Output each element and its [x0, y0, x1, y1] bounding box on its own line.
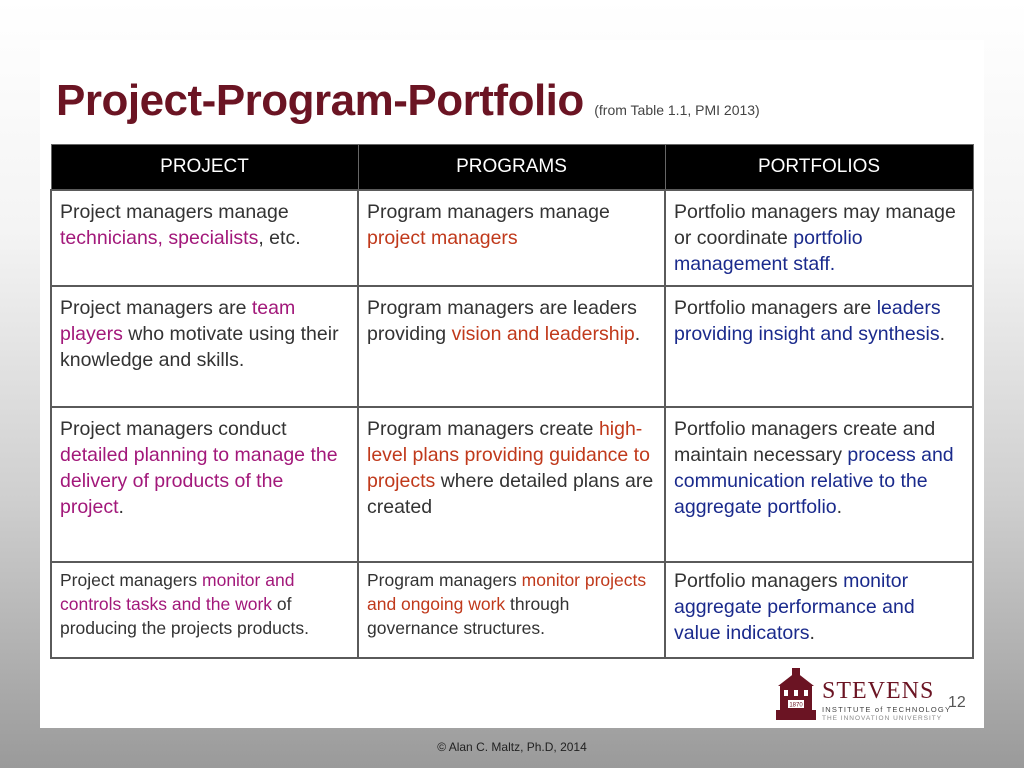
table-cell-project [51, 562, 358, 658]
cell-text: . [809, 622, 815, 644]
cell-text: Program managers [367, 570, 522, 590]
page-title: Project-Program-Portfolio [56, 76, 584, 125]
cell-text: Project managers are [60, 297, 252, 319]
highlighted-text: monitor and controls tasks and the work [60, 570, 295, 614]
cell-text: Portfolio managers [674, 570, 844, 592]
title-row [56, 76, 760, 126]
cell-text: Project managers conduct [60, 418, 287, 440]
cell-text: , etc. [258, 227, 301, 249]
copyright-footer: © Alan C. Maltz, Ph.D, 2014 [437, 740, 587, 754]
table-cell-project [51, 407, 358, 562]
slide [40, 40, 984, 728]
highlighted-text: team players [60, 297, 296, 345]
highlighted-text: monitor aggregate performance and value indicators [674, 570, 915, 644]
stevens-seal-icon [774, 668, 818, 724]
comparison-table [50, 144, 974, 659]
column-header-project: PROJECT [51, 145, 358, 191]
cell-text: Program managers manage [367, 201, 610, 223]
table-cell-programs [358, 407, 665, 562]
cell-text: Portfolio managers may manage or coordinate [674, 201, 956, 249]
column-header-programs: PROGRAMS [358, 145, 665, 191]
table-cell-portfolios [665, 190, 973, 286]
cell-text: Project managers manage [60, 201, 289, 223]
highlighted-text: portfolio management staff. [674, 227, 863, 275]
logo-subtitle: INSTITUTE of TECHNOLOGY [822, 705, 952, 714]
table-cell-portfolios [665, 407, 973, 562]
table-row [51, 562, 973, 658]
stevens-logo [774, 668, 952, 724]
highlighted-text: leaders providing insight and synthesis [674, 297, 941, 345]
highlighted-text: high-level plans providing guidance to projects [367, 418, 650, 492]
cell-text: . [118, 496, 124, 518]
table-cell-project [51, 190, 358, 286]
highlighted-text: technicians, specialists [60, 227, 259, 249]
page-number: 12 [948, 694, 966, 711]
logo-name: STEVENS [822, 678, 935, 704]
table-row [51, 286, 973, 407]
table-cell-portfolios [665, 562, 973, 658]
logo-tagline: THE INNOVATION UNIVERSITY [822, 715, 943, 722]
cell-text: through governance structures. [367, 594, 570, 638]
table-cell-portfolios [665, 286, 973, 407]
table-row [51, 190, 973, 286]
page-subtitle: (from Table 1.1, PMI 2013) [594, 102, 760, 118]
table-cell-programs [358, 562, 665, 658]
table-row [51, 407, 973, 562]
cell-text: Portfolio managers create and maintain necessary [674, 418, 936, 466]
cell-text: Program managers are leaders providing [367, 297, 637, 345]
highlighted-text: detailed planning to manage the delivery of products of the project [60, 444, 338, 518]
cell-text: where detailed plans are created [367, 470, 654, 518]
highlighted-text: monitor projects and ongoing work [367, 570, 647, 614]
seal-year: 1870 [789, 702, 803, 709]
column-header-portfolios: PORTFOLIOS [665, 145, 973, 191]
table-header-row [51, 145, 973, 191]
table-cell-programs [358, 190, 665, 286]
table-cell-programs [358, 286, 665, 407]
cell-text: Portfolio managers are [674, 297, 877, 319]
cell-text: who motivate using their knowledge and skills. [60, 323, 339, 371]
cell-text: Project managers [60, 570, 203, 590]
cell-text: Program managers create [367, 418, 599, 440]
highlighted-text: process and communication relative to the aggregate portfolio [674, 444, 954, 518]
cell-text: of producing the projects products. [60, 594, 310, 638]
cell-text: . [634, 323, 641, 345]
table-cell-project [51, 286, 358, 407]
highlighted-text: vision and leadership [451, 323, 635, 345]
highlighted-text: project managers [367, 227, 518, 249]
cell-text: . [836, 496, 843, 518]
cell-text: . [939, 323, 945, 345]
